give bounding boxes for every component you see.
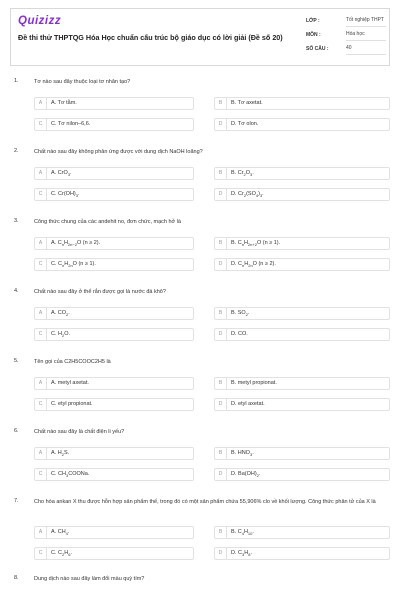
option-text: A. CrO$_3$. (51, 170, 72, 178)
option-text: D. $Cr_2(SO_4)_3$. (231, 191, 264, 199)
option-text: C. $H_2O$. (51, 331, 71, 339)
option-text: D. etyl axetat. (231, 401, 265, 407)
meta-label-subject: MÔN : (306, 32, 321, 38)
option-letter: B (215, 98, 227, 109)
option-d[interactable] (214, 118, 390, 131)
option-a[interactable] (34, 237, 194, 250)
option-c[interactable] (34, 398, 194, 411)
option-b[interactable] (214, 237, 390, 250)
option-letter: B (215, 308, 227, 319)
question-number: 6. (14, 428, 19, 434)
option-letter: B (215, 238, 227, 249)
option-text: A. metyl axetat. (51, 380, 89, 386)
option-text: A. Tơ tằm. (51, 100, 77, 106)
option-b[interactable] (214, 307, 390, 320)
option-b[interactable] (214, 377, 390, 390)
option-letter: C (35, 119, 47, 130)
option-text: C. $CH_3COONa$. (51, 471, 90, 479)
option-letter: A (35, 308, 47, 319)
question-text: Chất nào sau đây là chất điện li yếu? (34, 429, 125, 435)
meta-row-count (306, 44, 386, 58)
option-a[interactable] (34, 97, 194, 110)
meta-value-count: 40 (346, 45, 386, 55)
question-number: 2. (14, 148, 19, 154)
option-text: D. $Ba(OH)_2$. (231, 471, 261, 479)
option-text: B. $HNO_3$. (231, 450, 254, 458)
option-b[interactable] (214, 447, 390, 460)
option-letter: C (35, 259, 47, 270)
option-text: C. $C_2H_6$. (51, 550, 72, 558)
question-text: Chất nào sau đây ở thể rắn được gọi là nước đá khô? (34, 289, 166, 295)
question-number: 3. (14, 218, 19, 224)
option-c[interactable] (34, 258, 194, 271)
option-letter: A (35, 238, 47, 249)
worksheet-meta (306, 16, 386, 58)
option-letter: A (35, 168, 47, 179)
option-letter: D (215, 329, 227, 340)
worksheet-title: Đề thi thử THPTQG Hóa Học chuẩn cấu trúc bộ giáo dục có lời giải (Đề số 20) (18, 33, 283, 42)
option-text: C. Tơ nilon–6,6. (51, 121, 91, 127)
option-text: D. Tơ olon. (231, 121, 259, 127)
option-c[interactable] (34, 328, 194, 341)
option-d[interactable] (214, 468, 390, 481)
option-letter: B (215, 448, 227, 459)
option-letter: D (215, 119, 227, 130)
option-letter: C (35, 189, 47, 200)
option-letter: B (215, 527, 227, 538)
option-letter: A (35, 98, 47, 109)
option-text: B. $C_nH_{2n+2}O$ (n ≥ 1). (231, 240, 281, 248)
option-b[interactable] (214, 97, 390, 110)
option-text: C. etyl propionat. (51, 401, 93, 407)
option-b[interactable] (214, 526, 390, 539)
meta-row-class (306, 16, 386, 30)
meta-label-count: SỐ CÂU : (306, 46, 329, 52)
option-text: D. $C_nH_{2n}O$ (n ≥ 2). (231, 261, 276, 269)
option-a[interactable] (34, 447, 194, 460)
question-number: 8. (14, 575, 19, 581)
option-text: A. $H_2S$. (51, 450, 70, 458)
option-letter: B (215, 168, 227, 179)
worksheet-header (10, 8, 390, 66)
option-d[interactable] (214, 258, 390, 271)
option-letter: D (215, 189, 227, 200)
option-letter: D (215, 548, 227, 559)
question-text: Tơ nào sau đây thuộc loại tơ nhân tạo? (34, 79, 131, 85)
question-text: Chất nào sau đây không phản ứng được với dung dịch NaOH loãng? (34, 149, 203, 155)
option-text: A. $C_nH_{2n-2}O$ (n ≥ 2). (51, 240, 101, 248)
option-text: D. $C_3H_8$. (231, 550, 252, 558)
option-letter: D (215, 399, 227, 410)
option-text: B. metyl propionat. (231, 380, 277, 386)
option-text: B. $C_4H_{10}$. (231, 529, 254, 537)
option-text: A. $CH_4$. (51, 529, 70, 537)
question-number: 7. (14, 498, 19, 504)
option-d[interactable] (214, 398, 390, 411)
option-c[interactable] (34, 118, 194, 131)
meta-value-class: Tốt nghiệp THPT (346, 17, 386, 27)
option-text: B. $Cr_2O_3$. (231, 170, 254, 178)
quizizz-logo: Quizizz (18, 15, 62, 27)
option-text: A. $CO_2$. (51, 310, 70, 318)
question-text: Tên gọi của C2H5COOC2H5 là (34, 359, 111, 365)
option-letter: D (215, 259, 227, 270)
option-letter: A (35, 448, 47, 459)
option-text: B. Tơ axetat. (231, 100, 263, 106)
option-d[interactable] (214, 328, 390, 341)
question-text: Cho hóa ankan X thu được hỗn hợp sản phẩm thế, trong đó có một sản phẩm chứa 55,906% clo về khối lượng. Công thức phân tử của X là (34, 499, 376, 505)
option-a[interactable] (34, 167, 194, 180)
option-d[interactable] (214, 547, 390, 560)
option-b[interactable] (214, 167, 390, 180)
option-letter: B (215, 378, 227, 389)
option-text: B. $SO_2$. (231, 310, 250, 318)
option-c[interactable] (34, 188, 194, 201)
option-letter: A (35, 378, 47, 389)
option-a[interactable] (34, 307, 194, 320)
question-number: 4. (14, 288, 19, 294)
option-c[interactable] (34, 468, 194, 481)
meta-row-subject (306, 30, 386, 44)
question-number: 1. (14, 78, 19, 84)
option-letter: C (35, 329, 47, 340)
question-text: Công thức chung của các andehit no, đơn chức, mạch hở là (34, 219, 181, 225)
option-letter: C (35, 399, 47, 410)
option-d[interactable] (214, 188, 390, 201)
option-text: C. $C_nH_{2n}O$ (n ≥ 1). (51, 261, 96, 269)
meta-label-class: LỚP : (306, 18, 320, 24)
option-letter: D (215, 469, 227, 480)
option-letter: C (35, 548, 47, 559)
option-text: D. CO. (231, 331, 248, 337)
option-c[interactable] (34, 547, 194, 560)
question-number: 5. (14, 358, 19, 364)
option-a[interactable] (34, 526, 194, 539)
option-text: C. $Cr(OH)_3$. (51, 191, 80, 199)
option-letter: C (35, 469, 47, 480)
option-a[interactable] (34, 377, 194, 390)
option-letter: A (35, 527, 47, 538)
meta-value-subject: Hóa học (346, 31, 386, 41)
question-text: Dung dịch nào sau đây làm đổi màu quỳ tím? (34, 576, 145, 582)
